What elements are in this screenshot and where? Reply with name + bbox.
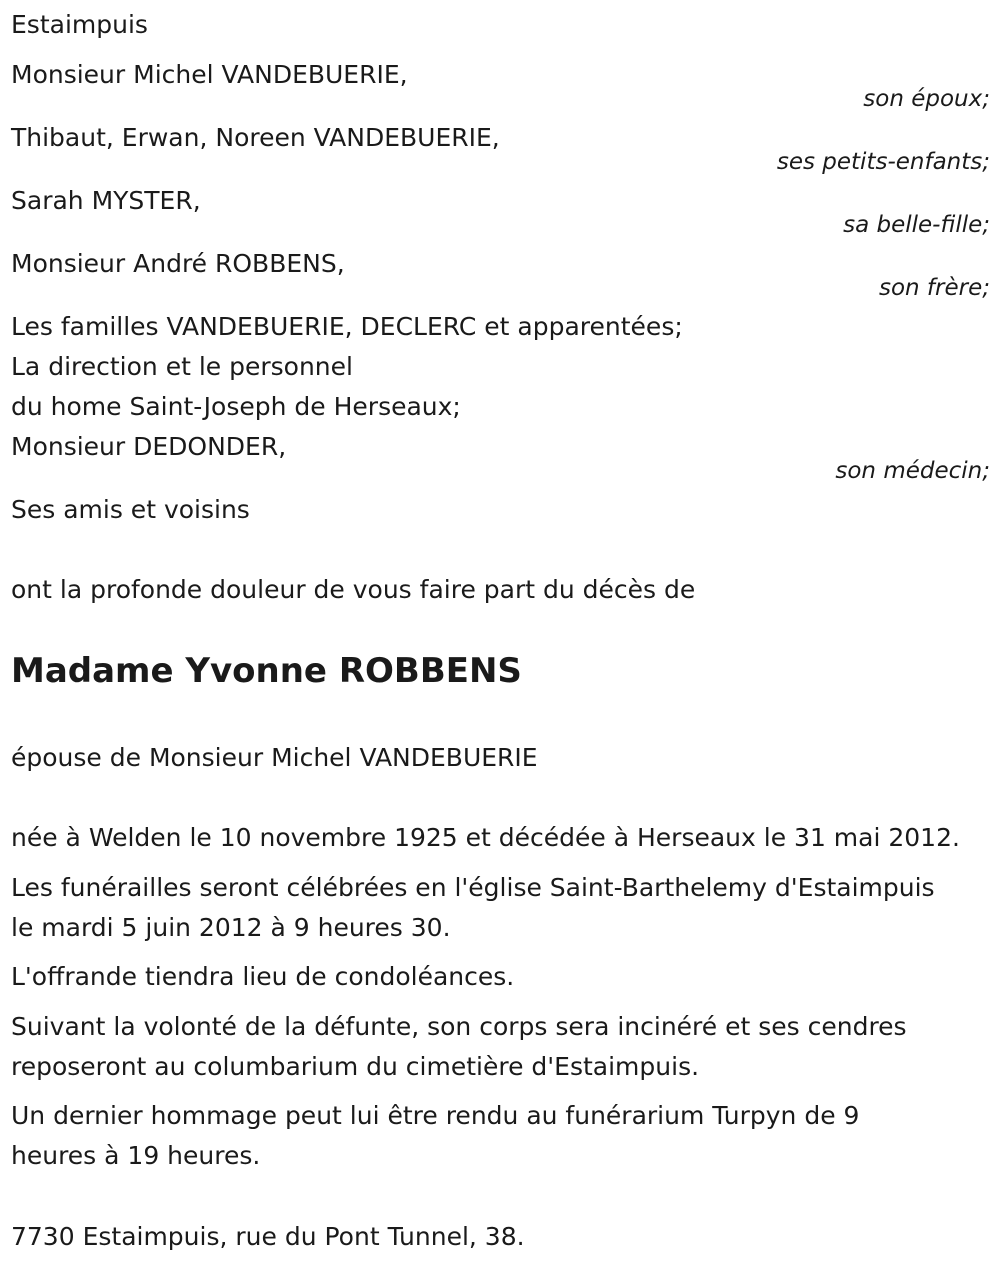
offering-line: L'offrande tiendra lieu de condoléances.	[11, 962, 515, 991]
family-role-husband: son époux;	[863, 86, 990, 112]
family-member-husband: Monsieur Michel VANDEBUERIE,	[11, 60, 408, 89]
funeral-line-2: le mardi 5 juin 2012 à 9 heures 30.	[11, 913, 451, 942]
birth-death-line: née à Welden le 10 novembre 1925 et décédée à Herseaux le 31 mai 2012.	[11, 823, 960, 852]
friends-line: Ses amis et voisins	[11, 495, 250, 524]
deceased-name: Madame Yvonne ROBBENS	[11, 651, 522, 691]
home-name: du home Saint-Joseph de Herseaux;	[11, 392, 461, 421]
doctor-role: son médecin;	[835, 458, 990, 484]
address-line: 7730 Estaimpuis, rue du Pont Tunnel, 38.	[11, 1222, 525, 1251]
spouse-line: épouse de Monsieur Michel VANDEBUERIE	[11, 743, 538, 772]
family-member-daughter-in-law: Sarah MYSTER,	[11, 186, 201, 215]
place-header: Estaimpuis	[11, 10, 148, 39]
family-role-brother: son frère;	[878, 275, 990, 301]
cremation-line-1: Suivant la volonté de la défunte, son corps sera incinéré et ses cendres	[11, 1012, 907, 1041]
tribute-line-2: heures à 19 heures.	[11, 1141, 261, 1170]
home-direction: La direction et le personnel	[11, 352, 353, 381]
funeral-line-1: Les funérailles seront célébrées en l'église Saint-Barthelemy d'Estaimpuis	[11, 873, 935, 902]
family-member-brother: Monsieur André ROBBENS,	[11, 249, 345, 278]
other-families: Les familles VANDEBUERIE, DECLERC et apparentées;	[11, 312, 683, 341]
announcement-line: ont la profonde douleur de vous faire part du décès de	[11, 575, 696, 604]
tribute-line-1: Un dernier hommage peut lui être rendu au funérarium Turpyn de 9	[11, 1101, 860, 1130]
family-member-grandchildren: Thibaut, Erwan, Noreen VANDEBUERIE,	[11, 123, 500, 152]
cremation-line-2: reposeront au columbarium du cimetière d'Estaimpuis.	[11, 1052, 700, 1081]
family-role-grandchildren: ses petits-enfants;	[776, 149, 990, 175]
family-role-daughter-in-law: sa belle-fille;	[843, 212, 990, 238]
doctor-name: Monsieur DEDONDER,	[11, 432, 287, 461]
